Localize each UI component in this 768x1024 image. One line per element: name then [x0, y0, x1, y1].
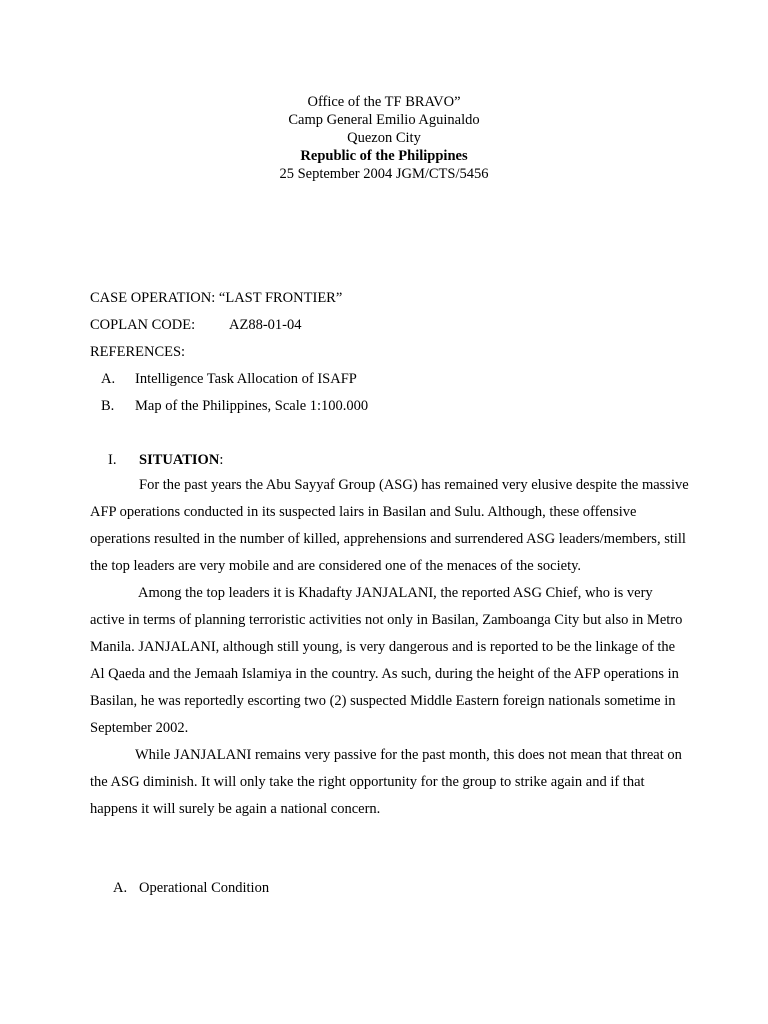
letterhead — [0, 93, 768, 183]
case-operation: CASE OPERATION: “LAST FRONTIER” — [90, 290, 343, 306]
paragraph: For the past years the Abu Sayyaf Group (ASG) has remained very elusive despite the massive AFP operations conducted in its suspected lairs in Basilan and Sulu. Although, these offensive operations resulted in the number of killed, apprehensions and surrendered ASG leaders/members, still the top leaders are very mobile and are considered one of the menaces of the society. — [90, 477, 689, 574]
reference-text: Map of the Philippines, Scale 1:100.000 — [135, 398, 369, 414]
reference-text: Intelligence Task Allocation of ISAFP — [135, 371, 357, 387]
subsection-letter: A. — [113, 880, 128, 896]
reference-item — [101, 396, 368, 416]
country-line: Republic of the Philippines — [300, 148, 468, 164]
coplan-code-value: AZ88-01-04 — [229, 317, 302, 333]
subsection-title: Operational Condition — [139, 880, 270, 896]
section-heading — [108, 450, 223, 470]
office-line: Office of the TF BRAVO” — [307, 94, 461, 110]
city-line: Quezon City — [347, 130, 421, 146]
reference-letter: B. — [101, 398, 115, 414]
reference-item — [101, 369, 357, 389]
reference-letter: A. — [101, 371, 116, 387]
paragraph: Among the top leaders it is Khadafty JANJALANI, the reported ASG Chief, who is very active in terms of planning terroristic activities not only in Basilan, Zamboanga City but also in Metro Manila. JANJALANI, although still young, is very dangerous and is reported to be the linkage of the Al Qaeda and the Jemaah Islamiya in the country. As such, during the height of the AFP operations in Basilan, he was reportedly escorting two (2) suspected Middle Eastern foreign nationals sometime in September 2002. — [90, 585, 683, 736]
coplan-code-label: COPLAN CODE: — [90, 317, 196, 333]
paragraph: While JANJALANI remains very passive for the past month, this does not mean that threat on the ASG diminish. It will only take the right opportunity for the group to strike again and if that happens it will surely be again a national concern. — [90, 747, 682, 817]
date-reference-line: 25 September 2004 JGM/CTS/5456 — [279, 166, 489, 182]
section-title: SITUATION — [139, 452, 220, 468]
situation-body — [90, 472, 690, 823]
coplan-code — [90, 315, 302, 335]
section-number: I. — [108, 452, 117, 468]
subsection-heading — [113, 878, 269, 898]
references-label: REFERENCES: — [90, 344, 186, 360]
section-colon: : — [219, 452, 224, 468]
camp-line: Camp General Emilio Aguinaldo — [288, 112, 480, 128]
